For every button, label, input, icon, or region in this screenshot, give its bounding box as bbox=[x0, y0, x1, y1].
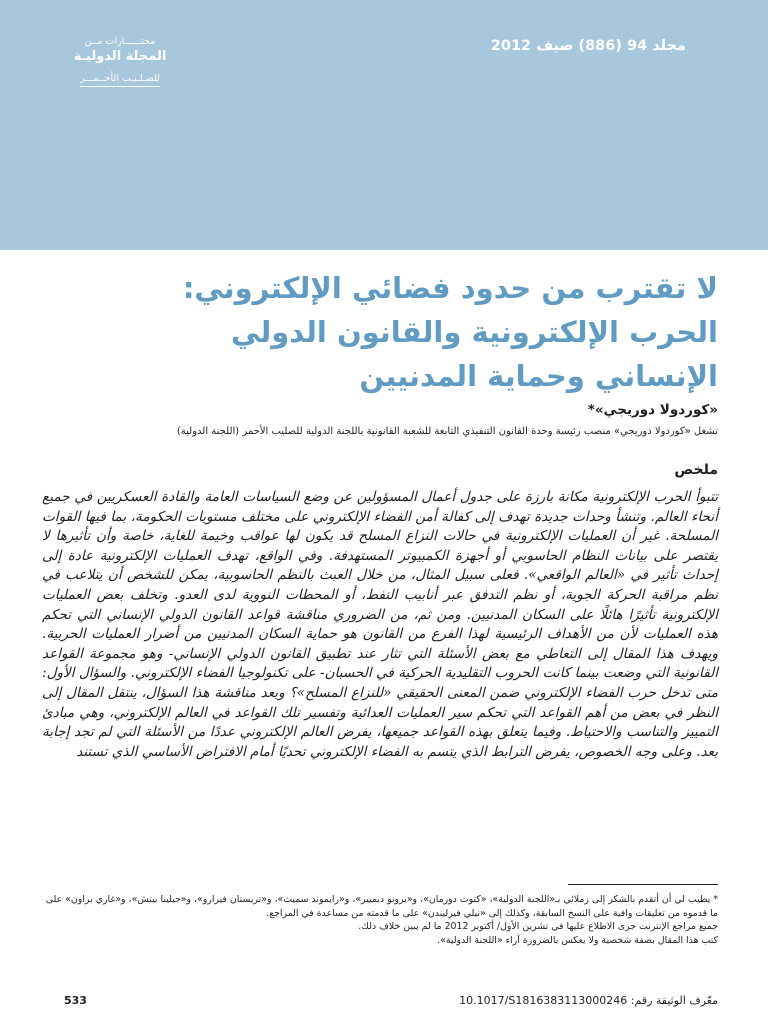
logo-red-cross-text: للصـلـيـب الأحــمـــر bbox=[80, 73, 160, 87]
author-name: «كوردولا دوريجي»* bbox=[587, 402, 718, 418]
doi-label: معّرف الوثيقة رقم: bbox=[630, 994, 718, 1007]
article-title bbox=[18, 266, 718, 398]
footnote-acknowledgement: * يطيب لي أن أتقدم بالشكر إلى زملائي بـ«اللجنة الدولية»، «كنوت دورمان»، و«برونو ديميير»، و«رايموند سميث»، و«تريستان فيرارو»، و«جيلينا بيتش»، و«غاري براون» على ما قدموه من تعليقات وافية على النسخ السابقة، وكذلك إلى «نيلي فيرليندن» على ما قدمته من مساعدة في المراجع. bbox=[45, 894, 718, 919]
title-line: الإنساني وحماية المدنيين bbox=[359, 359, 718, 393]
footnote-references: جميع مراجع الإنترنت جرى الاطلاع عليها في تشرين الأول/ أكتوبر 2012 ما لم يبين خلاف ذلك. bbox=[358, 921, 718, 933]
doi-value[interactable]: 10.1017/S1816383113000246 bbox=[459, 994, 628, 1007]
logo-journal-name: المجلة الدوليـة bbox=[73, 49, 167, 64]
title-line: الحرب الإلكترونية والقانون الدولي bbox=[231, 315, 718, 349]
page-number: 533 bbox=[64, 994, 87, 1007]
doi-line bbox=[459, 994, 718, 1007]
footnote-disclaimer: كتب هذا المقال بصفة شخصية ولا يعكس بالضرورة آراء «اللجنة الدولية». bbox=[437, 935, 718, 947]
journal-logo bbox=[60, 36, 180, 87]
footnotes bbox=[42, 893, 718, 948]
logo-selections-text: مختــــــارات مــن bbox=[84, 36, 156, 47]
author-note: تشغل «كوردولا دوريجي» منصب رئيسة وحدة القانون التنفيذي التابعة للشعبة القانونية باللجنة الدولية للصليب الأحمر (اللجنة الدولية) bbox=[176, 426, 718, 437]
abstract-body: تتبوأ الحرب الإلكترونية مكانة بارزة على جدول أعمال المسؤولين عن وضع السياسات العامة والقادة العسكريين في جميع أنحاء العالم. وتنشأ وحدات جديدة تهدف إلى كفالة أمن الفضاء الإلكتروني على مختلف مستويات الحكومة، بما فيها القوات المسلحة. غير أن العمليات الإلكترونية في حالات النزاع المسلح قد يكون لها عواقب وخيمة للغاية، خاصة وأن تأثيرها لا يقتصر على بيانات النظام الحاسوبي أو أجهزة الكمبيوتر المستهدفة. وفي الواقع، تهدف العمليات الإلكترونية عادة إلى إحداث تأثير في «العالم الواقعي». فعلى سبيل المثال، من خلال العبث بالنظم الحاسوبية، يمكن للشخص أن يتلاعب في نظم مراقبة الحركة الجوية، أو نظم التدفق عبر أنابيب النفط، أو المحطات النووية لدى العدو. وتخلف بعض العمليات الإلكترونية تأثيرًا هائلًا على السكان المدنيين. ومن ثم، من الضروري مناقشة قواعد القانون الدولي الإنساني التي تحكم هذه العمليات لأن من الأهداف الرئيسية لهذا الفرع من القانون هو حماية السكان المدنيين من أضرار العمليات الحربية. ويهدف هذا المقال إلى التعاطي مع بعض الأسئلة التي تثار عند تطبيق القانون الدولي الإنساني- وهو مجموعة القواعد القانونية التي وضعت بينما كانت الحروب التقليدية الحركية في الحسبان- على تكنولوجيا الفضاء الإلكتروني. والسؤال الأول: متى تدخل حرب الفضاء الإلكتروني ضمن المعنى الحقيقي «للنزاع المسلح»؟ وبعد مناقشة هذا السؤال، ينتقل المقال إلى النظر في بعض من أهم القواعد التي تحكم سير العمليات العدائية وتفسير تلك القواعد في العالم الإلكتروني، وهي مبادئ التمييز والتناسب والاحتياط. وفيما يتعلق بهذه القواعد جميعها، يفرض العالم الإلكتروني عددًا من الأسئلة التي لم تجد إجابة بعد. وعلى وجه الخصوص، يفرض الترابط الذي يتسم به الفضاء الإلكتروني تحديًا أمام الافتراض الأساسي الذي تستند bbox=[42, 489, 718, 760]
issue-info: مجلد 94 (886) صيف 2012 bbox=[490, 38, 686, 54]
footnote-divider bbox=[568, 884, 718, 885]
header-band bbox=[0, 0, 768, 250]
title-line: لا تقترب من حدود فضائي الإلكتروني: bbox=[182, 271, 718, 305]
abstract-heading: ملخص bbox=[674, 462, 718, 478]
